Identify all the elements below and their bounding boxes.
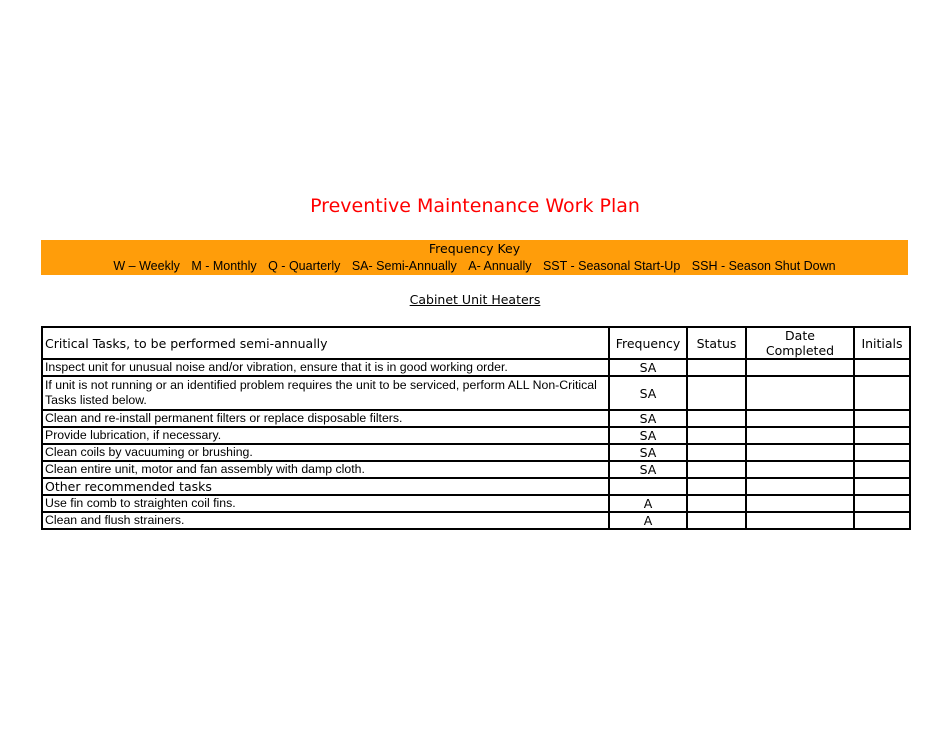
table-row <box>42 359 910 376</box>
task-cell: Inspect unit for unusual noise and/or vibration, ensure that it is in good working order. <box>42 359 609 376</box>
header-critical-tasks: Critical Tasks, to be performed semi-annually <box>42 327 609 359</box>
frequency-cell: SA <box>609 376 687 410</box>
task-cell: If unit is not running or an identified problem requires the unit to be serviced, perform ALL Non-Critical Tasks listed below. <box>42 376 609 410</box>
frequency-cell: SA <box>609 410 687 427</box>
date-completed-cell[interactable] <box>746 376 854 410</box>
frequency-cell: A <box>609 512 687 529</box>
table-row <box>42 376 910 410</box>
header-initials: Initials <box>854 327 910 359</box>
status-cell <box>687 478 746 495</box>
date-completed-cell[interactable] <box>746 427 854 444</box>
status-cell[interactable] <box>687 512 746 529</box>
table-row <box>42 495 910 512</box>
initials-cell[interactable] <box>854 461 910 478</box>
status-cell[interactable] <box>687 427 746 444</box>
frequency-key-title: Frequency Key <box>428 241 521 256</box>
date-completed-cell[interactable] <box>746 495 854 512</box>
page-title: Preventive Maintenance Work Plan <box>310 195 640 217</box>
frequency-cell: SA <box>609 444 687 461</box>
status-cell[interactable] <box>687 410 746 427</box>
frequency-cell: SA <box>609 427 687 444</box>
initials-cell[interactable] <box>854 410 910 427</box>
task-cell: Provide lubrication, if necessary. <box>42 427 609 444</box>
task-cell: Clean coils by vacuuming or brushing. <box>42 444 609 461</box>
date-completed-cell[interactable] <box>746 444 854 461</box>
header-other-recommended-tasks: Other recommended tasks <box>42 478 609 495</box>
frequency-cell: SA <box>609 461 687 478</box>
status-cell[interactable] <box>687 461 746 478</box>
other-tasks-header-row <box>42 478 910 495</box>
table-row <box>42 444 910 461</box>
frequency-key-monthly: M - Monthly <box>191 259 257 273</box>
initials-cell[interactable] <box>854 495 910 512</box>
status-cell[interactable] <box>687 495 746 512</box>
task-cell: Clean and flush strainers. <box>42 512 609 529</box>
task-cell: Clean and re-install permanent filters or replace disposable filters. <box>42 410 609 427</box>
table-header-row <box>42 327 910 359</box>
status-cell[interactable] <box>687 444 746 461</box>
header-date-completed: Date Completed <box>746 327 854 359</box>
date-completed-cell[interactable] <box>746 410 854 427</box>
frequency-key-weekly: W – Weekly <box>113 259 180 273</box>
header-frequency: Frequency <box>609 327 687 359</box>
frequency-key-quarterly: Q - Quarterly <box>268 259 341 273</box>
initials-cell[interactable] <box>854 444 910 461</box>
date-completed-cell[interactable] <box>746 359 854 376</box>
initials-cell <box>854 478 910 495</box>
task-cell: Clean entire unit, motor and fan assembly with damp cloth. <box>42 461 609 478</box>
status-cell[interactable] <box>687 359 746 376</box>
frequency-key-semi-annually: SA- Semi-Annually <box>351 259 457 273</box>
table-row <box>42 512 910 529</box>
initials-cell[interactable] <box>854 427 910 444</box>
table-row <box>42 461 910 478</box>
frequency-cell <box>609 478 687 495</box>
frequency-cell: A <box>609 495 687 512</box>
initials-cell[interactable] <box>854 376 910 410</box>
section-subtitle <box>0 291 950 309</box>
header-status: Status <box>687 327 746 359</box>
table-row <box>42 427 910 444</box>
frequency-key-band <box>41 240 908 275</box>
initials-cell[interactable] <box>854 512 910 529</box>
subtitle-text: Cabinet Unit Heaters <box>409 292 541 307</box>
frequency-key-seasonal-start-up: SST - Seasonal Start-Up <box>542 259 681 273</box>
frequency-cell: SA <box>609 359 687 376</box>
date-completed-cell <box>746 478 854 495</box>
task-cell: Use fin comb to straighten coil fins. <box>42 495 609 512</box>
date-completed-cell[interactable] <box>746 512 854 529</box>
maintenance-task-table <box>41 326 911 530</box>
frequency-key-items <box>41 259 908 274</box>
date-completed-cell[interactable] <box>746 461 854 478</box>
frequency-key-annually: A- Annually <box>468 259 532 273</box>
status-cell[interactable] <box>687 376 746 410</box>
initials-cell[interactable] <box>854 359 910 376</box>
table-row <box>42 410 910 427</box>
frequency-key-season-shut-down: SSH - Season Shut Down <box>691 259 836 273</box>
